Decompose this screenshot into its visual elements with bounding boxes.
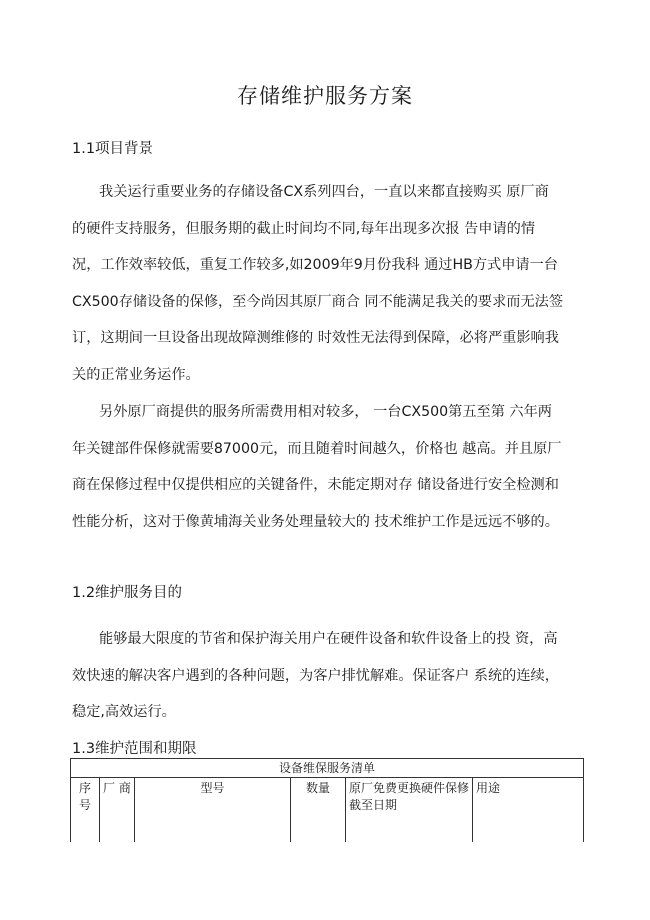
- text-line: 商在保修过程中仅提供相应的关键备件，未能定期对存 储设备进行安全检测和: [72, 477, 559, 494]
- service-list-table: [70, 758, 584, 842]
- table-caption: 设备维保服务清单: [71, 759, 584, 778]
- col-header-quantity: 数量: [291, 778, 346, 843]
- paragraph-purpose: [72, 621, 584, 731]
- section-heading-1-2: 1.2维护服务目的: [72, 585, 183, 601]
- section-heading-1-1: 1.1项目背景: [72, 141, 154, 157]
- text-line: 我关运行重要业务的存储设备CX系列四台，一直以来都直接购买 原厂商: [99, 184, 549, 200]
- col-header-model: 型号: [135, 778, 291, 843]
- text-line: 况，工作效率较低，重复工作较多,如2009年9月份我科 通过HB方式申请一台: [72, 257, 558, 274]
- text-line: 稳定,高效运行。: [72, 704, 176, 721]
- text-line: 另外原厂商提供的服务所需费用相对较多， 一台CX500第五至第 六年两: [99, 404, 552, 420]
- text-line: 年关键部件保修就需要87000元，而且随着时间越久，价格也 越高。并且原厂: [72, 440, 562, 457]
- text-line: 效快速的解决客户遇到的各种问题，为客户排忧解难。保证客户 系统的连续，: [72, 667, 559, 684]
- paragraph-background-2: [72, 394, 584, 540]
- paragraph-background-1: [72, 174, 584, 394]
- text-line: 订，这期间一旦设备出现故障测维修的 时效性无法得到保障，必将严重影响我: [72, 330, 559, 347]
- text-line: 关的正常业务运作。: [72, 366, 200, 383]
- document-title: 存储维护服务方案: [237, 84, 413, 108]
- col-header-vendor: 厂 商: [100, 778, 135, 843]
- text-line: 的硬件支持服务，但服务期的截止时间均不同,每年出现多次报 告申请的情: [72, 220, 536, 237]
- text-line: 性能分析，这对于像黄埔海关业务处理量较大的 技术维护工作是远远不够的。: [72, 513, 559, 530]
- text-line: CX500存储设备的保修，至今尚因其原厂商合 同不能满足我关的要求而无法签: [72, 293, 564, 310]
- section-heading-1-3: 1.3维护范围和期限: [72, 741, 197, 757]
- col-header-index: 序号: [71, 778, 100, 843]
- col-header-warranty-date: 原厂免费更换硬件保修截至日期: [346, 778, 473, 843]
- col-header-purpose: 用途: [473, 778, 584, 843]
- text-line: 能够最大限度的节省和保护海关用户在硬件设备和软件设备上的投 资，高: [99, 631, 558, 647]
